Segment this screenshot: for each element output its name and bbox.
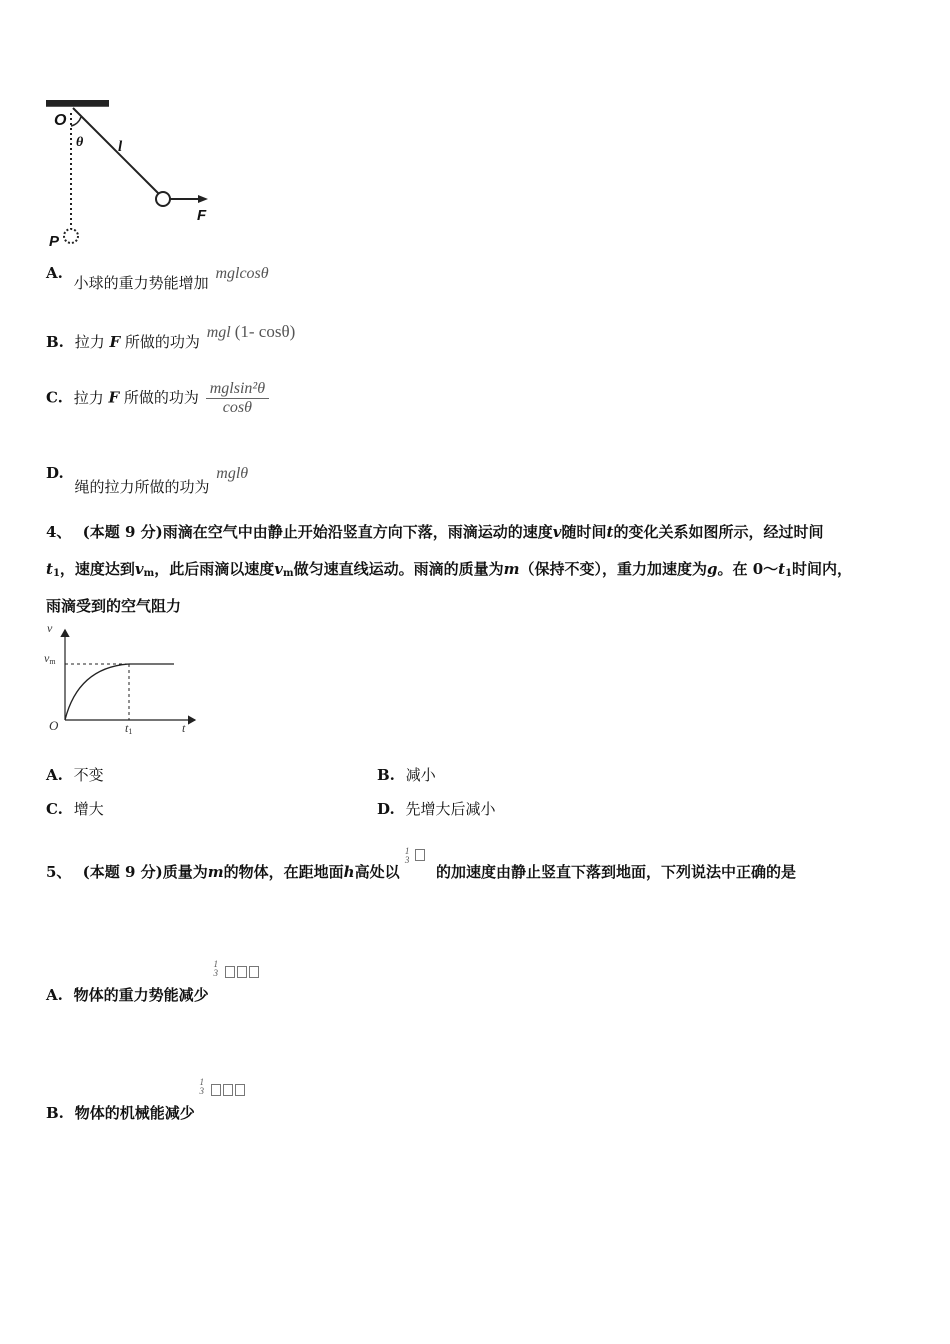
var-vm-sub: m bbox=[282, 568, 294, 579]
t1-label bbox=[125, 721, 132, 736]
option-letter: A. bbox=[46, 264, 63, 282]
option-fraction bbox=[206, 380, 269, 417]
option-letter: A. bbox=[46, 766, 63, 784]
option-letter: B. bbox=[377, 766, 395, 784]
var-h: h bbox=[343, 863, 355, 881]
q4-text: 随时间 bbox=[561, 523, 607, 541]
q3-option-b bbox=[46, 321, 296, 351]
t1-label-sub: 1 bbox=[128, 727, 133, 736]
var-vm-sub: m bbox=[143, 568, 155, 579]
option-text: 先增大后减小 bbox=[405, 800, 496, 818]
q4-text: ，此后雨滴以速度 bbox=[154, 560, 275, 578]
pendulum-string bbox=[73, 108, 160, 195]
missing-glyph-box bbox=[237, 966, 247, 978]
q4-text: 雨滴在空气中由静止开始沿竖直方向下落，雨滴运动的速度 bbox=[162, 523, 553, 541]
q4-text: 的变化关系如图所示，经过时间 bbox=[613, 523, 824, 541]
pendulum-figure bbox=[40, 95, 220, 255]
q5-option-a bbox=[46, 959, 259, 1004]
frac-num: 1 bbox=[404, 846, 410, 856]
force-arrow-head bbox=[198, 195, 208, 203]
vm-label-main: v bbox=[44, 651, 50, 665]
angle-arc bbox=[71, 117, 81, 126]
option-text: 绳的拉力所做的功为 bbox=[74, 478, 210, 496]
q5-text: 高处以 bbox=[354, 863, 400, 881]
q4-text: （保持不变），重力加速度为 bbox=[519, 560, 707, 578]
option-fraction bbox=[199, 1078, 204, 1096]
y-axis-label: v bbox=[47, 621, 53, 635]
option-text: 不变 bbox=[73, 766, 104, 784]
missing-glyph-box bbox=[235, 1084, 245, 1096]
var-v: v bbox=[552, 523, 562, 541]
velocity-curve bbox=[65, 664, 174, 720]
x-axis-label: t bbox=[182, 721, 186, 735]
option-text: 物体的机械能减少 bbox=[74, 1104, 195, 1122]
option-letter: A. bbox=[46, 986, 63, 1004]
option-text-before: 拉力 bbox=[73, 388, 104, 407]
var-t1-sub: 1 bbox=[785, 568, 793, 579]
q5-number: 5、 bbox=[46, 863, 72, 881]
frac-num: 1 bbox=[213, 959, 218, 969]
q5-text: 质量为 bbox=[162, 863, 208, 881]
var-vm: v bbox=[134, 560, 144, 578]
frac-num: 1 bbox=[199, 1077, 204, 1087]
origin-label: O bbox=[49, 718, 59, 733]
fraction-denominator: cosθ bbox=[222, 399, 252, 416]
option-text-after: 所做的功为 bbox=[123, 388, 199, 407]
option-letter: C. bbox=[46, 800, 63, 818]
label-l: l bbox=[118, 139, 123, 155]
option-var-f: F bbox=[108, 388, 120, 407]
q4-line-1 bbox=[46, 513, 823, 551]
var-m: m bbox=[207, 863, 224, 881]
label-theta: θ bbox=[76, 135, 84, 150]
ceiling-hatch bbox=[46, 100, 109, 106]
option-text: 减小 bbox=[405, 766, 436, 784]
option-letter: C. bbox=[46, 388, 63, 407]
frac-den: 3 bbox=[199, 1086, 204, 1096]
var-t: t bbox=[606, 523, 614, 541]
var-t1-sub: 1 bbox=[52, 568, 60, 579]
option-letter: D. bbox=[377, 800, 395, 818]
option-math: mglθ bbox=[216, 465, 249, 482]
var-m: m bbox=[503, 560, 520, 578]
dashed-ball-p bbox=[64, 229, 78, 243]
q4-option-b bbox=[377, 764, 436, 785]
q5-text: 的加速度由静止竖直下落到地面，下列说法中正确的是 bbox=[436, 863, 797, 881]
q4-number: 4、 bbox=[46, 523, 72, 541]
q4-option-d bbox=[377, 798, 496, 819]
var-t1: t bbox=[46, 560, 53, 578]
q4-option-c bbox=[46, 798, 104, 819]
q4-text: 。在 0～ bbox=[717, 560, 779, 578]
math-upright: (1- cosθ) bbox=[234, 322, 296, 341]
vm-label-sub: m bbox=[49, 657, 56, 666]
option-letter: B. bbox=[46, 1104, 64, 1122]
q3-option-d bbox=[46, 462, 249, 496]
option-math bbox=[207, 324, 296, 341]
frac-den: 3 bbox=[213, 968, 218, 978]
q5-line-1 bbox=[46, 846, 797, 891]
t1-label-main: t bbox=[125, 721, 129, 735]
label-p: P bbox=[49, 233, 60, 250]
option-math: mglcosθ bbox=[215, 265, 269, 282]
option-text-after: 所做的功为 bbox=[124, 333, 200, 351]
option-fraction bbox=[213, 960, 218, 978]
q5-score: (本题 9 分) bbox=[82, 863, 163, 881]
option-var-f: F bbox=[109, 333, 121, 351]
label-f: F bbox=[197, 207, 207, 224]
option-text: 小球的重力势能增加 bbox=[73, 274, 209, 292]
q3-option-a bbox=[46, 262, 269, 292]
var-t1: t bbox=[778, 560, 786, 578]
vm-label bbox=[44, 651, 56, 666]
label-o: O bbox=[54, 112, 67, 129]
option-text: 物体的重力势能减少 bbox=[73, 986, 209, 1004]
missing-glyph-box bbox=[225, 966, 235, 978]
frac-den: 3 bbox=[404, 855, 410, 865]
q5-option-b bbox=[46, 1077, 245, 1122]
math-italic: mgl bbox=[206, 324, 231, 341]
fraction-numerator: mglsin²θ bbox=[206, 380, 269, 399]
q4-option-a bbox=[46, 764, 104, 785]
q4-text: 做匀速直线运动。雨滴的质量为 bbox=[293, 560, 504, 578]
q5-text: 的物体，在距地面 bbox=[223, 863, 344, 881]
option-text: 增大 bbox=[73, 800, 104, 818]
missing-glyph-box bbox=[211, 1084, 221, 1096]
missing-glyph-box bbox=[415, 849, 425, 861]
option-letter: B. bbox=[46, 333, 64, 351]
missing-glyph-box bbox=[249, 966, 259, 978]
var-g: g bbox=[706, 560, 718, 578]
q4-text: ，速度达到 bbox=[59, 560, 135, 578]
q3-option-c bbox=[46, 380, 269, 417]
q4-score: (本题 9 分) bbox=[82, 523, 163, 541]
option-text-before: 拉力 bbox=[74, 333, 105, 351]
option-letter: D. bbox=[46, 464, 64, 482]
var-vm: v bbox=[274, 560, 283, 578]
vt-graph bbox=[40, 620, 210, 745]
missing-glyph-box bbox=[223, 1084, 233, 1096]
q4-text: 雨滴受到的空气阻力 bbox=[46, 597, 182, 615]
pendulum-ball bbox=[156, 192, 170, 206]
q4-text: 时间内， bbox=[792, 560, 853, 578]
